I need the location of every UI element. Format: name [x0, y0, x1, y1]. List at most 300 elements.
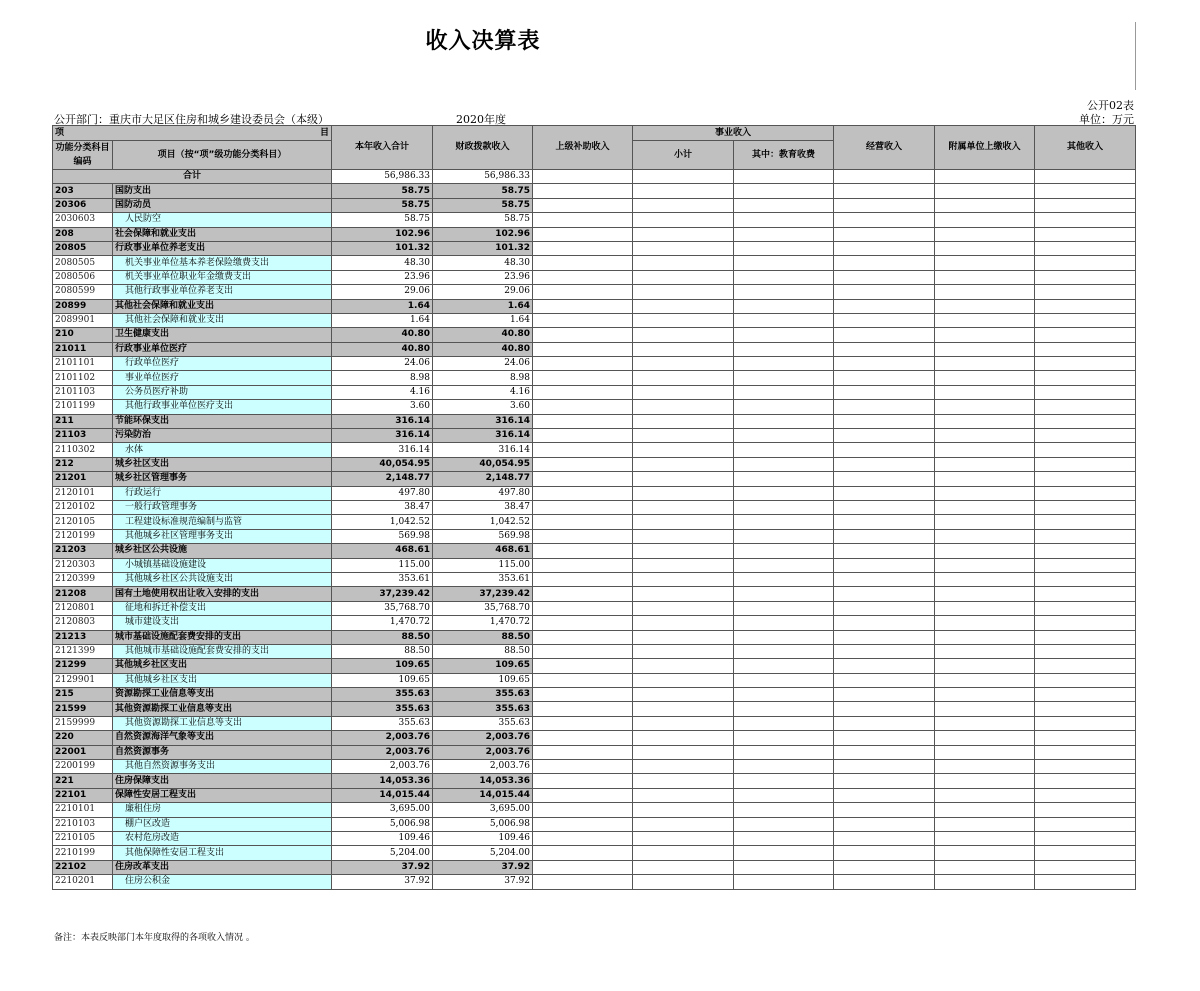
empty-cell	[1035, 860, 1136, 874]
empty-cell	[633, 443, 734, 457]
row-fiscal-amount: 316.14	[433, 443, 533, 457]
empty-cell	[633, 774, 734, 788]
empty-cell	[633, 198, 734, 212]
empty-cell	[1035, 846, 1136, 860]
table-row	[53, 357, 1136, 371]
empty-cell	[633, 716, 734, 730]
empty-cell	[633, 817, 734, 831]
row-fiscal-amount: 497.80	[433, 486, 533, 500]
empty-cell	[734, 760, 834, 774]
row-code: 2120199	[53, 529, 113, 543]
empty-cell	[533, 285, 633, 299]
row-fiscal-amount: 37,239.42	[433, 587, 533, 601]
empty-cell	[1035, 515, 1136, 529]
empty-cell	[533, 875, 633, 889]
empty-cell	[1035, 227, 1136, 241]
row-fiscal-amount: 101.32	[433, 241, 533, 255]
empty-cell	[1035, 673, 1136, 687]
empty-cell	[533, 831, 633, 845]
row-total-amount: 115.00	[332, 558, 433, 572]
empty-cell	[734, 357, 834, 371]
row-total-amount: 316.14	[332, 414, 433, 428]
row-code: 21103	[53, 429, 113, 443]
empty-cell	[935, 371, 1035, 385]
empty-cell	[935, 601, 1035, 615]
row-total-amount: 2,003.76	[332, 760, 433, 774]
empty-cell	[834, 198, 935, 212]
empty-cell	[834, 213, 935, 227]
row-fiscal-amount: 316.14	[433, 414, 533, 428]
empty-cell	[533, 184, 633, 198]
year-label: 2020年度	[456, 113, 506, 126]
empty-cell	[935, 500, 1035, 514]
row-total-amount: 1,470.72	[332, 616, 433, 630]
row-code: 2210101	[53, 803, 113, 817]
empty-cell	[533, 213, 633, 227]
empty-cell	[935, 285, 1035, 299]
table-row	[53, 385, 1136, 399]
empty-cell	[834, 630, 935, 644]
empty-cell	[1035, 688, 1136, 702]
empty-cell	[1035, 385, 1136, 399]
row-fiscal-amount: 355.63	[433, 716, 533, 730]
empty-cell	[533, 673, 633, 687]
empty-cell	[734, 429, 834, 443]
empty-cell	[633, 544, 734, 558]
row-code: 2101199	[53, 400, 113, 414]
empty-cell	[533, 630, 633, 644]
empty-cell	[834, 328, 935, 342]
row-total-amount: 355.63	[332, 688, 433, 702]
empty-cell	[834, 587, 935, 601]
table-row	[53, 774, 1136, 788]
department-label: 公开部门：重庆市大足区住房和城乡建设委员会（本级）	[54, 113, 329, 126]
empty-cell	[533, 256, 633, 270]
empty-cell	[1035, 702, 1136, 716]
empty-cell	[533, 860, 633, 874]
empty-cell	[1035, 241, 1136, 255]
empty-cell	[1035, 644, 1136, 658]
page-edge-line	[1135, 22, 1136, 90]
empty-cell	[1035, 371, 1136, 385]
empty-cell	[533, 572, 633, 586]
empty-cell	[935, 659, 1035, 673]
row-fiscal-amount: 2,003.76	[433, 760, 533, 774]
table-row	[53, 846, 1136, 860]
empty-cell	[834, 515, 935, 529]
empty-cell	[734, 831, 834, 845]
row-code: 20899	[53, 299, 113, 313]
row-total-amount: 88.50	[332, 644, 433, 658]
row-name: 行政事业单位医疗	[113, 342, 332, 356]
row-code: 22102	[53, 860, 113, 874]
row-total-amount: 102.96	[332, 227, 433, 241]
empty-cell	[734, 544, 834, 558]
row-code: 21011	[53, 342, 113, 356]
row-name: 行政运行	[113, 486, 332, 500]
table-row	[53, 241, 1136, 255]
row-name: 人民防空	[113, 213, 332, 227]
header-row-1	[53, 126, 1136, 141]
empty-cell	[834, 342, 935, 356]
empty-cell	[533, 486, 633, 500]
empty-cell	[935, 644, 1035, 658]
row-name: 资源勘探工业信息等支出	[113, 688, 332, 702]
empty-cell	[533, 443, 633, 457]
empty-cell	[935, 558, 1035, 572]
row-total-amount: 1.64	[332, 299, 433, 313]
row-total-amount: 23.96	[332, 270, 433, 284]
empty-cell	[734, 400, 834, 414]
row-code: 210	[53, 328, 113, 342]
table-row	[53, 860, 1136, 874]
row-total-amount: 2,003.76	[332, 731, 433, 745]
empty-cell	[633, 400, 734, 414]
empty-cell	[633, 328, 734, 342]
header-mu: 目	[319, 127, 329, 138]
row-code: 21299	[53, 659, 113, 673]
row-name: 污染防治	[113, 429, 332, 443]
row-fiscal-amount: 29.06	[433, 285, 533, 299]
empty-cell	[533, 702, 633, 716]
row-code: 2030603	[53, 213, 113, 227]
table-row	[53, 371, 1136, 385]
header-total: 本年收入合计	[332, 126, 433, 170]
empty-cell	[734, 572, 834, 586]
row-code: 2120801	[53, 601, 113, 615]
empty-cell	[633, 587, 734, 601]
empty-cell	[734, 788, 834, 802]
row-code: 2080506	[53, 270, 113, 284]
empty-cell	[834, 385, 935, 399]
empty-cell	[533, 587, 633, 601]
empty-cell	[1035, 616, 1136, 630]
empty-cell	[734, 716, 834, 730]
empty-cell	[935, 486, 1035, 500]
empty-cell	[834, 731, 935, 745]
empty-cell	[633, 803, 734, 817]
table-row	[53, 558, 1136, 572]
empty-cell	[935, 472, 1035, 486]
row-code: 2129901	[53, 673, 113, 687]
row-code: 22001	[53, 745, 113, 759]
empty-cell	[834, 256, 935, 270]
row-total-amount: 3,695.00	[332, 803, 433, 817]
empty-cell	[633, 831, 734, 845]
empty-cell	[935, 414, 1035, 428]
empty-cell	[734, 673, 834, 687]
empty-cell	[533, 529, 633, 543]
row-total-amount: 40.80	[332, 342, 433, 356]
empty-cell	[1035, 544, 1136, 558]
row-total-amount: 109.46	[332, 831, 433, 845]
row-name: 城市建设支出	[113, 616, 332, 630]
empty-cell	[834, 788, 935, 802]
empty-cell	[633, 486, 734, 500]
row-fiscal-amount: 3,695.00	[433, 803, 533, 817]
row-total-amount: 1,042.52	[332, 515, 433, 529]
empty-cell	[1035, 299, 1136, 313]
empty-cell	[935, 831, 1035, 845]
row-fiscal-amount: 23.96	[433, 270, 533, 284]
empty-cell	[633, 184, 734, 198]
table-row	[53, 227, 1136, 241]
empty-cell	[633, 616, 734, 630]
empty-cell	[935, 515, 1035, 529]
row-code: 2210201	[53, 875, 113, 889]
empty-cell	[633, 241, 734, 255]
row-fiscal-amount: 1.64	[433, 313, 533, 327]
empty-cell	[834, 371, 935, 385]
empty-cell	[734, 745, 834, 759]
empty-cell	[1035, 342, 1136, 356]
row-name: 自然资源事务	[113, 745, 332, 759]
table-row	[53, 803, 1136, 817]
empty-cell	[935, 702, 1035, 716]
row-total-amount: 58.75	[332, 198, 433, 212]
empty-cell	[734, 170, 834, 184]
empty-cell	[935, 803, 1035, 817]
empty-cell	[533, 342, 633, 356]
row-fiscal-amount: 109.46	[433, 831, 533, 845]
empty-cell	[633, 558, 734, 572]
empty-cell	[935, 241, 1035, 255]
empty-cell	[533, 457, 633, 471]
empty-cell	[935, 788, 1035, 802]
row-total-amount: 58.75	[332, 184, 433, 198]
empty-cell	[935, 529, 1035, 543]
income-table	[52, 125, 1136, 890]
empty-cell	[633, 630, 734, 644]
empty-cell	[834, 414, 935, 428]
row-name: 其他自然资源事务支出	[113, 760, 332, 774]
row-total-amount: 316.14	[332, 429, 433, 443]
empty-cell	[935, 270, 1035, 284]
table-row	[53, 716, 1136, 730]
row-fiscal-amount: 1,042.52	[433, 515, 533, 529]
empty-cell	[533, 644, 633, 658]
empty-cell	[734, 500, 834, 514]
empty-cell	[734, 630, 834, 644]
row-total-amount: 109.65	[332, 673, 433, 687]
row-name: 其他城乡社区支出	[113, 659, 332, 673]
row-code: 212	[53, 457, 113, 471]
empty-cell	[834, 299, 935, 313]
row-fiscal-amount: 40,054.95	[433, 457, 533, 471]
table-row	[53, 544, 1136, 558]
empty-cell	[935, 688, 1035, 702]
empty-cell	[533, 846, 633, 860]
empty-cell	[734, 616, 834, 630]
empty-cell	[834, 673, 935, 687]
table-row	[53, 731, 1136, 745]
empty-cell	[935, 170, 1035, 184]
empty-cell	[533, 328, 633, 342]
row-total-amount: 37.92	[332, 860, 433, 874]
empty-cell	[1035, 572, 1136, 586]
empty-cell	[734, 803, 834, 817]
row-total-amount: 56,986.33	[332, 170, 433, 184]
empty-cell	[1035, 213, 1136, 227]
row-fiscal-amount: 569.98	[433, 529, 533, 543]
total-label: 合计	[53, 170, 332, 184]
empty-cell	[533, 544, 633, 558]
row-name: 公务员医疗补助	[113, 385, 332, 399]
empty-cell	[935, 630, 1035, 644]
empty-cell	[1035, 429, 1136, 443]
row-total-amount: 37.92	[332, 875, 433, 889]
row-code: 2120102	[53, 500, 113, 514]
empty-cell	[533, 198, 633, 212]
row-name: 廉租住房	[113, 803, 332, 817]
row-fiscal-amount: 4.16	[433, 385, 533, 399]
empty-cell	[633, 788, 734, 802]
row-name: 城乡社区管理事务	[113, 472, 332, 486]
empty-cell	[935, 875, 1035, 889]
row-name: 行政单位医疗	[113, 357, 332, 371]
row-code: 20306	[53, 198, 113, 212]
empty-cell	[834, 285, 935, 299]
empty-cell	[1035, 817, 1136, 831]
empty-cell	[633, 673, 734, 687]
empty-cell	[633, 702, 734, 716]
empty-cell	[935, 385, 1035, 399]
empty-cell	[633, 299, 734, 313]
empty-cell	[1035, 457, 1136, 471]
row-total-amount: 40.80	[332, 328, 433, 342]
row-name: 其他城乡社区管理事务支出	[113, 529, 332, 543]
row-code: 2120105	[53, 515, 113, 529]
empty-cell	[734, 328, 834, 342]
empty-cell	[734, 860, 834, 874]
empty-cell	[834, 529, 935, 543]
empty-cell	[533, 385, 633, 399]
empty-cell	[633, 457, 734, 471]
table-row	[53, 328, 1136, 342]
empty-cell	[734, 644, 834, 658]
table-row	[53, 875, 1136, 889]
empty-cell	[533, 817, 633, 831]
table-row	[53, 500, 1136, 514]
row-fiscal-amount: 3.60	[433, 400, 533, 414]
row-name: 自然资源海洋气象等支出	[113, 731, 332, 745]
empty-cell	[533, 558, 633, 572]
table-row	[53, 817, 1136, 831]
empty-cell	[633, 170, 734, 184]
row-name: 卫生健康支出	[113, 328, 332, 342]
empty-cell	[734, 443, 834, 457]
page-title: 收入决算表	[425, 29, 541, 54]
empty-cell	[935, 357, 1035, 371]
empty-cell	[834, 227, 935, 241]
empty-cell	[834, 544, 935, 558]
empty-cell	[633, 285, 734, 299]
empty-cell	[834, 846, 935, 860]
empty-cell	[935, 457, 1035, 471]
row-code: 21208	[53, 587, 113, 601]
row-name: 其他城乡社区公共设施支出	[113, 572, 332, 586]
table-row	[53, 256, 1136, 270]
empty-cell	[1035, 500, 1136, 514]
row-total-amount: 35,768.70	[332, 601, 433, 615]
empty-cell	[935, 184, 1035, 198]
empty-cell	[734, 688, 834, 702]
row-name: 其他保障性安居工程支出	[113, 846, 332, 860]
header-fiscal: 财政拨款收入	[433, 126, 533, 170]
header-other: 其他收入	[1035, 126, 1136, 170]
empty-cell	[834, 831, 935, 845]
row-fiscal-amount: 88.50	[433, 644, 533, 658]
row-code: 21201	[53, 472, 113, 486]
row-total-amount: 355.63	[332, 702, 433, 716]
empty-cell	[533, 227, 633, 241]
table-row	[53, 515, 1136, 529]
table-row	[53, 299, 1136, 313]
empty-cell	[533, 515, 633, 529]
empty-cell	[533, 472, 633, 486]
row-fiscal-amount: 355.63	[433, 688, 533, 702]
empty-cell	[734, 414, 834, 428]
empty-cell	[633, 760, 734, 774]
empty-cell	[834, 500, 935, 514]
row-fiscal-amount: 316.14	[433, 429, 533, 443]
empty-cell	[633, 745, 734, 759]
table-row	[53, 529, 1136, 543]
row-name: 城市基础设施配套费安排的支出	[113, 630, 332, 644]
row-name: 住房改革支出	[113, 860, 332, 874]
row-fiscal-amount: 5,204.00	[433, 846, 533, 860]
header-name: 项目（按“项”级功能分类科目）	[113, 141, 332, 170]
empty-cell	[834, 457, 935, 471]
empty-cell	[935, 846, 1035, 860]
row-total-amount: 88.50	[332, 630, 433, 644]
row-code: 211	[53, 414, 113, 428]
row-total-amount: 353.61	[332, 572, 433, 586]
header-edu: 其中：教育收费	[734, 141, 834, 170]
empty-cell	[935, 328, 1035, 342]
row-total-amount: 5,006.98	[332, 817, 433, 831]
table-row	[53, 760, 1136, 774]
empty-cell	[935, 342, 1035, 356]
table-row	[53, 745, 1136, 759]
header-subtotal: 小计	[633, 141, 734, 170]
table-row	[53, 788, 1136, 802]
empty-cell	[834, 429, 935, 443]
empty-cell	[1035, 875, 1136, 889]
empty-cell	[633, 846, 734, 860]
empty-cell	[533, 414, 633, 428]
empty-cell	[533, 716, 633, 730]
row-fiscal-amount: 1,470.72	[433, 616, 533, 630]
row-name: 其他城乡社区支出	[113, 673, 332, 687]
row-total-amount: 569.98	[332, 529, 433, 543]
table-row	[53, 572, 1136, 586]
table-row	[53, 616, 1136, 630]
empty-cell	[734, 601, 834, 615]
row-total-amount: 14,015.44	[332, 788, 433, 802]
empty-cell	[1035, 313, 1136, 327]
row-name: 其他行政事业单位养老支出	[113, 285, 332, 299]
row-code: 2120303	[53, 558, 113, 572]
empty-cell	[834, 572, 935, 586]
row-name: 其他资源勘探工业信息等支出	[113, 702, 332, 716]
empty-cell	[834, 241, 935, 255]
empty-cell	[1035, 831, 1136, 845]
row-total-amount: 355.63	[332, 716, 433, 730]
empty-cell	[1035, 803, 1136, 817]
empty-cell	[734, 256, 834, 270]
table-row	[53, 630, 1136, 644]
